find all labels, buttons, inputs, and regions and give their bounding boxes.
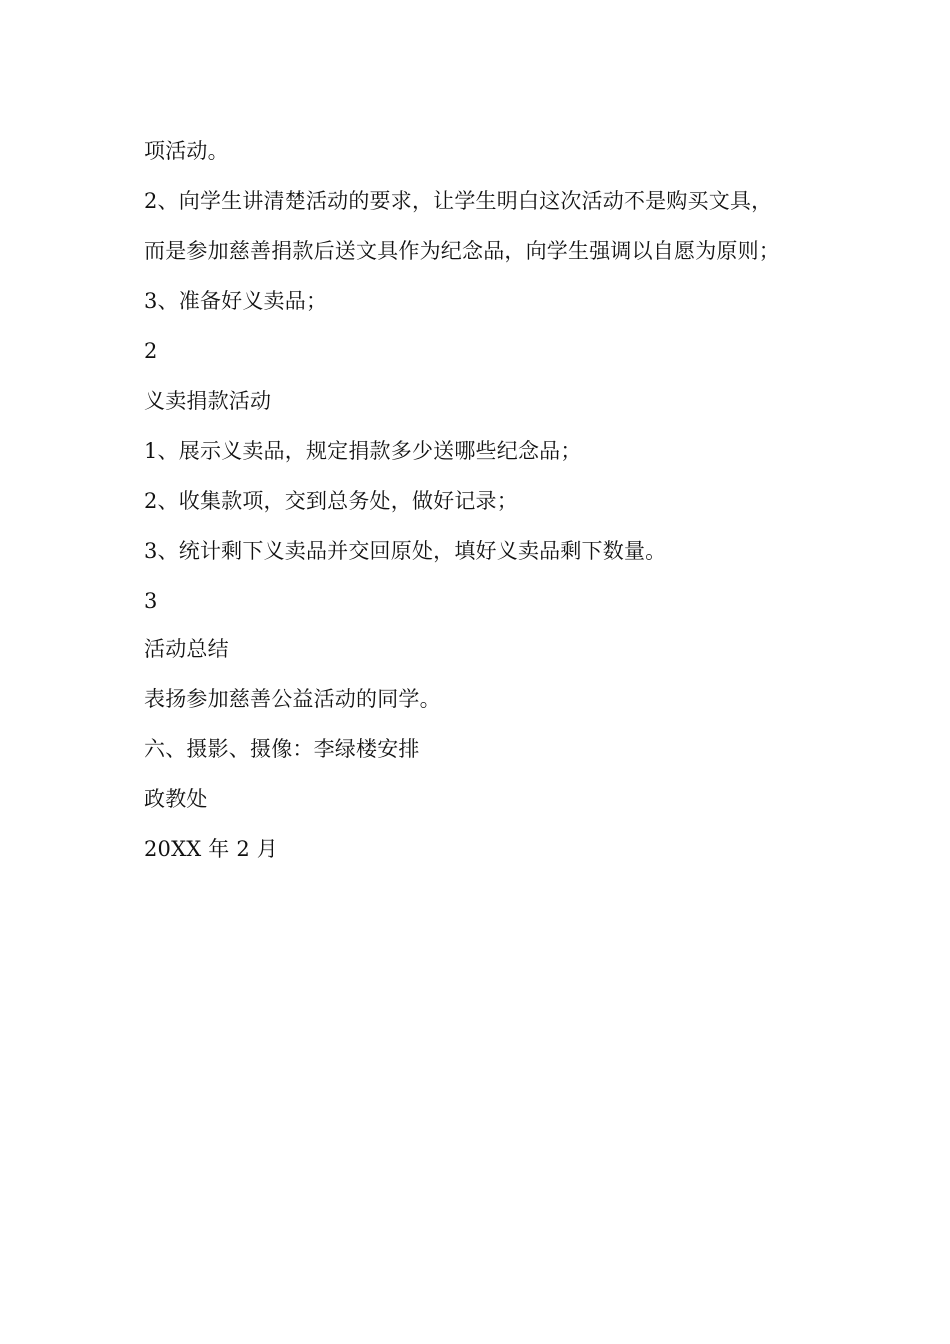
text-line-sale-step-2: 2、收集款项，交到总务处，做好记录； xyxy=(144,489,518,513)
section-title-charity-sale: 义卖捐款活动 xyxy=(144,389,272,413)
text-line-step-2-cont: 而是参加慈善捐款后送文具作为纪念品，向学生强调以自愿为原则； xyxy=(144,239,780,263)
text-line-step-2-explain: 2、向学生讲清楚活动的要求，让学生明白这次活动不是购买文具， xyxy=(144,189,773,213)
text-line-summary: 表扬参加慈善公益活动的同学。 xyxy=(144,687,441,711)
text-line-photography: 六、摄影、摄像：李绿楼安排 xyxy=(144,737,420,761)
text-line-step-3-prepare: 3、准备好义卖品； xyxy=(144,289,328,313)
section-number-2: 2 xyxy=(144,339,158,363)
signature-department: 政教处 xyxy=(144,787,208,811)
section-number-3: 3 xyxy=(144,589,158,613)
text-line-sale-step-3: 3、统计剩下义卖品并交回原处，填好义卖品剩下数量。 xyxy=(144,539,667,563)
text-line-continuation: 项活动。 xyxy=(144,139,229,163)
section-title-summary: 活动总结 xyxy=(144,637,229,661)
signature-date: 20XX 年 2 月 xyxy=(144,837,279,861)
text-line-sale-step-1: 1、展示义卖品，规定捐款多少送哪些纪念品； xyxy=(144,439,582,463)
